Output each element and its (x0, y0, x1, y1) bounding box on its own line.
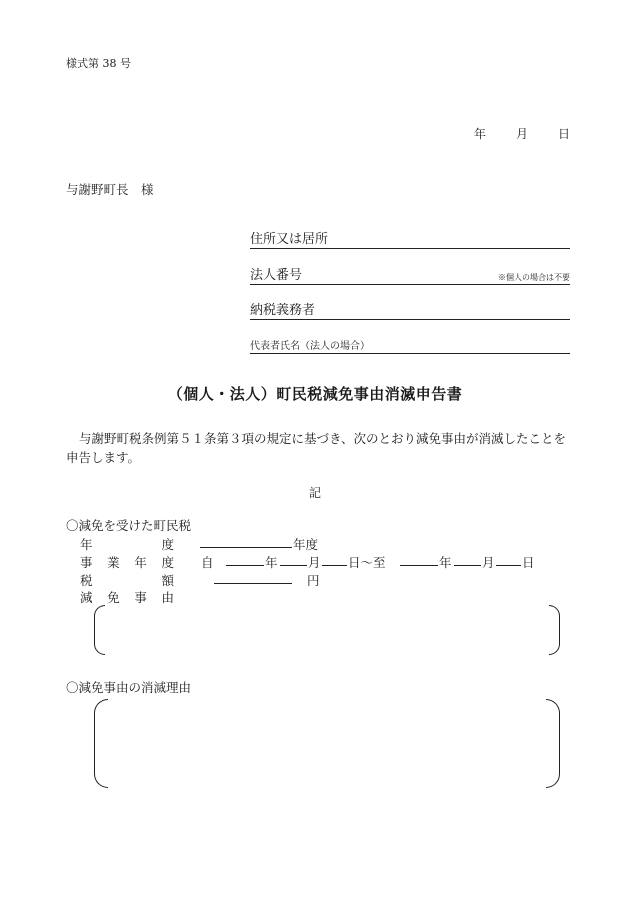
label-char: 額 (161, 573, 174, 588)
tax-amount-row (0, 571, 630, 587)
business-year-label (80, 553, 174, 571)
label-char: 業 (107, 555, 120, 570)
left-bracket (94, 699, 108, 788)
reason-textarea[interactable] (94, 605, 560, 655)
section-extinction-reason-heading: 〇減免事由の消滅理由 (66, 680, 192, 695)
label-char: 税 (80, 573, 93, 588)
to-year-input[interactable] (400, 553, 438, 566)
tax-amount-label (80, 571, 174, 589)
from-month-input[interactable] (280, 553, 307, 566)
left-bracket (94, 605, 105, 655)
label-char: 免 (107, 590, 120, 605)
section-exempted-tax-heading: 〇減免を受けた町民税 (66, 518, 192, 533)
addressee: 与謝野町長 様 (66, 182, 154, 197)
fiscal-year-label (80, 535, 174, 553)
to-day-unit: 日 (522, 555, 535, 570)
to-month-unit: 月 (482, 555, 495, 570)
label-char: 事 (134, 590, 147, 605)
representative-label: 代表者氏名（法人の場合） (250, 341, 370, 352)
fiscal-year-row (0, 535, 630, 551)
from-month-unit: 月 (308, 555, 321, 570)
address-label: 住所又は居所 (250, 232, 329, 247)
business-year-row (0, 553, 630, 569)
extinction-reason-textarea[interactable] (94, 699, 560, 788)
ki-heading: 記 (308, 486, 321, 500)
right-bracket (549, 605, 560, 655)
taxpayer-label: 納税義務者 (250, 303, 316, 318)
fiscal-year-input[interactable] (200, 535, 292, 548)
corporate-number-field[interactable] (250, 266, 570, 285)
to-year-unit: 年 (439, 555, 452, 570)
form-number: 様式第 38 号 (66, 57, 131, 70)
label-char: 年 (80, 537, 93, 552)
to-label: 日〜至 (348, 555, 386, 570)
label-char: 事 (80, 555, 93, 570)
declaration-text: 与謝野町税条例第５１条第３項の規定に基づき、次のとおり減免事由が消滅したことを申告します。 (66, 431, 567, 465)
label-char: 度 (161, 555, 174, 570)
representative-field[interactable] (250, 335, 570, 354)
from-day-input[interactable] (322, 553, 347, 566)
label-char: 由 (161, 590, 174, 605)
fiscal-year-suffix: 年度 (293, 537, 319, 552)
date-year: 年 (473, 127, 486, 141)
right-bracket (546, 699, 560, 788)
document-title: （個人・法人）町民税減免事由消滅申告書 (167, 385, 463, 403)
reason-row (0, 588, 630, 604)
from-year-unit: 年 (265, 555, 278, 570)
address-field[interactable] (250, 230, 570, 249)
from-label: 自 (201, 555, 214, 570)
date-line (474, 125, 570, 142)
tax-amount-input[interactable] (214, 571, 292, 584)
label-char: 度 (161, 537, 174, 552)
date-day: 日 (557, 127, 570, 141)
label-char: 年 (134, 555, 147, 570)
taxpayer-field[interactable] (250, 301, 570, 320)
to-month-input[interactable] (454, 553, 481, 566)
reason-label (80, 588, 174, 606)
corporate-number-note: ※個人の場合は不要 (498, 273, 570, 282)
from-year-input[interactable] (226, 553, 264, 566)
corporate-number-label: 法人番号 (250, 268, 303, 283)
label-char: 減 (80, 590, 93, 605)
to-day-input[interactable] (496, 553, 521, 566)
date-month: 月 (515, 127, 528, 141)
tax-amount-unit: 円 (307, 573, 320, 588)
